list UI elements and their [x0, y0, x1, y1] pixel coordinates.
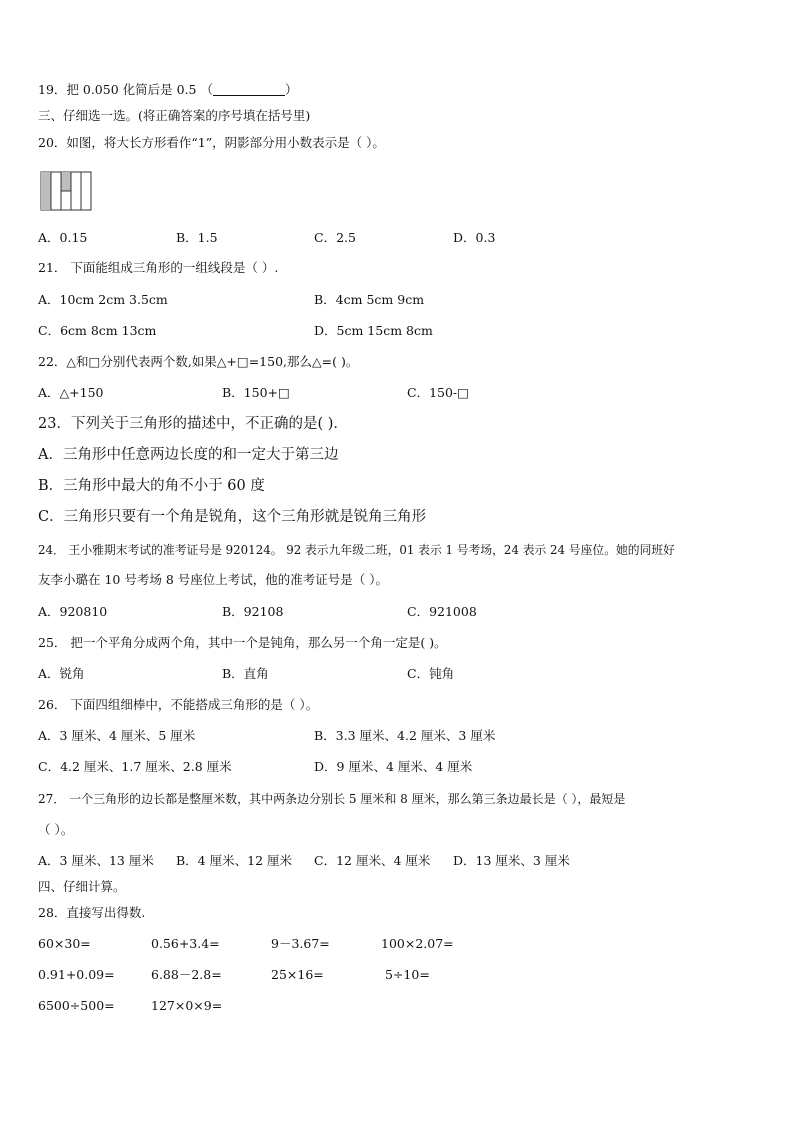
question-28: 28．直接写出得数.	[38, 905, 146, 920]
calc-item: 6.88－2.8=	[151, 967, 222, 982]
calc-item: 100×2.07=	[381, 936, 454, 951]
question-22: 22．△和□分别代表两个数,如果△+□=150,那么△=( )。	[38, 354, 359, 369]
q24-option-a[interactable]: A．920810	[38, 604, 108, 619]
q20-option-d[interactable]: D．0.3	[453, 230, 496, 245]
q23-option-c[interactable]: C．三角形只要有一个角是锐角，这个三角形就是锐角三角形	[38, 509, 427, 525]
question-21: 21． 下面能组成三角形的一组线段是（ ）.	[38, 260, 279, 275]
q27-option-c[interactable]: C．12 厘米、4 厘米	[314, 853, 431, 868]
q23-option-b[interactable]: B．三角形中最大的角不小于 60 度	[38, 478, 265, 494]
q26-option-d[interactable]: D．9 厘米、4 厘米、4 厘米	[314, 759, 473, 774]
q24-option-b[interactable]: B．92108	[222, 604, 284, 619]
q19-text: 19．把 0.050 化简后是 0.5 （	[38, 82, 213, 97]
question-25: 25． 把一个平角分成两个角，其中一个是钝角，那么另一个角一定是( )。	[38, 635, 447, 650]
answer-blank[interactable]	[213, 83, 285, 96]
question-23: 23．下列关于三角形的描述中，不正确的是( )．	[38, 416, 348, 432]
calc-item: 25×16=	[271, 967, 324, 982]
q21-option-c[interactable]: C．6cm 8cm 13cm	[38, 323, 157, 338]
question-20: 20．如图，将大长方形看作“1”，阴影部分用小数表示是（ ）。	[38, 135, 385, 150]
q22-option-a[interactable]: A．△+150	[38, 385, 104, 400]
q27-option-a[interactable]: A．3 厘米、13 厘米	[38, 853, 154, 868]
q25-option-a[interactable]: A．锐角	[38, 666, 85, 681]
section-3-heading: 三、仔细选一选。(将正确答案的序号填在括号里)	[38, 108, 311, 123]
q24-option-c[interactable]: C．921008	[407, 604, 477, 619]
shaded-half-column	[61, 172, 71, 191]
question-19	[38, 82, 297, 98]
shaded-column	[41, 172, 51, 210]
q21-option-a[interactable]: A．10cm 2cm 3.5cm	[38, 292, 168, 307]
q27-option-b[interactable]: B．4 厘米、12 厘米	[176, 853, 292, 868]
q19-close: ）	[284, 82, 298, 97]
calc-item: 0.91+0.09=	[38, 967, 115, 982]
q22-option-c[interactable]: C．150-□	[407, 385, 469, 400]
section-4-heading: 四、仔细计算。	[38, 879, 126, 894]
calc-item: 0.56+3.4=	[151, 936, 220, 951]
q20-option-b[interactable]: B．1.5	[176, 230, 218, 245]
question-27-line2: （ ）。	[38, 822, 74, 837]
q21-option-b[interactable]: B．4cm 5cm 9cm	[314, 292, 425, 307]
q20-option-c[interactable]: C．2.5	[314, 230, 356, 245]
question-27-line1: 27． 一个三角形的边长都是整厘米数，其中两条边分别长 5 厘米和 8 厘米，那么第三条边最长是（ ），最短是	[38, 792, 626, 806]
calc-item: 5÷10=	[385, 967, 430, 982]
q20-option-a[interactable]: A．0.15	[38, 230, 88, 245]
q23-option-a[interactable]: A．三角形中任意两边长度的和一定大于第三边	[38, 447, 339, 463]
calc-item: 127×0×9=	[151, 998, 223, 1013]
question-24-line1: 24． 王小雅期末考试的准考证号是 920124。 92 表示九年级二班，01 表示 1 号考场，24 表示 24 号座位。她的同班好	[38, 543, 675, 557]
q22-option-b[interactable]: B．150+□	[222, 385, 290, 400]
calc-item: 9－3.67=	[271, 936, 330, 951]
question-26: 26． 下面四组细棒中，不能搭成三角形的是（ ）。	[38, 697, 319, 712]
q26-option-a[interactable]: A．3 厘米、4 厘米、5 厘米	[38, 728, 196, 743]
q26-option-b[interactable]: B．3.3 厘米、4.2 厘米、3 厘米	[314, 728, 496, 743]
q21-option-d[interactable]: D．5cm 15cm 8cm	[314, 323, 433, 338]
q25-option-b[interactable]: B．直角	[222, 666, 269, 681]
calc-item: 6500÷500=	[38, 998, 115, 1013]
calc-item: 60×30=	[38, 936, 91, 951]
q26-option-c[interactable]: C．4.2 厘米、1.7 厘米、2.8 厘米	[38, 759, 232, 774]
rectangle-figure	[40, 171, 92, 211]
q27-option-d[interactable]: D．13 厘米、3 厘米	[453, 853, 570, 868]
q25-option-c[interactable]: C．钝角	[407, 666, 455, 681]
question-24-line2: 友李小璐在 10 号考场 8 号座位上考试，他的准考证号是（ ）。	[38, 572, 388, 587]
